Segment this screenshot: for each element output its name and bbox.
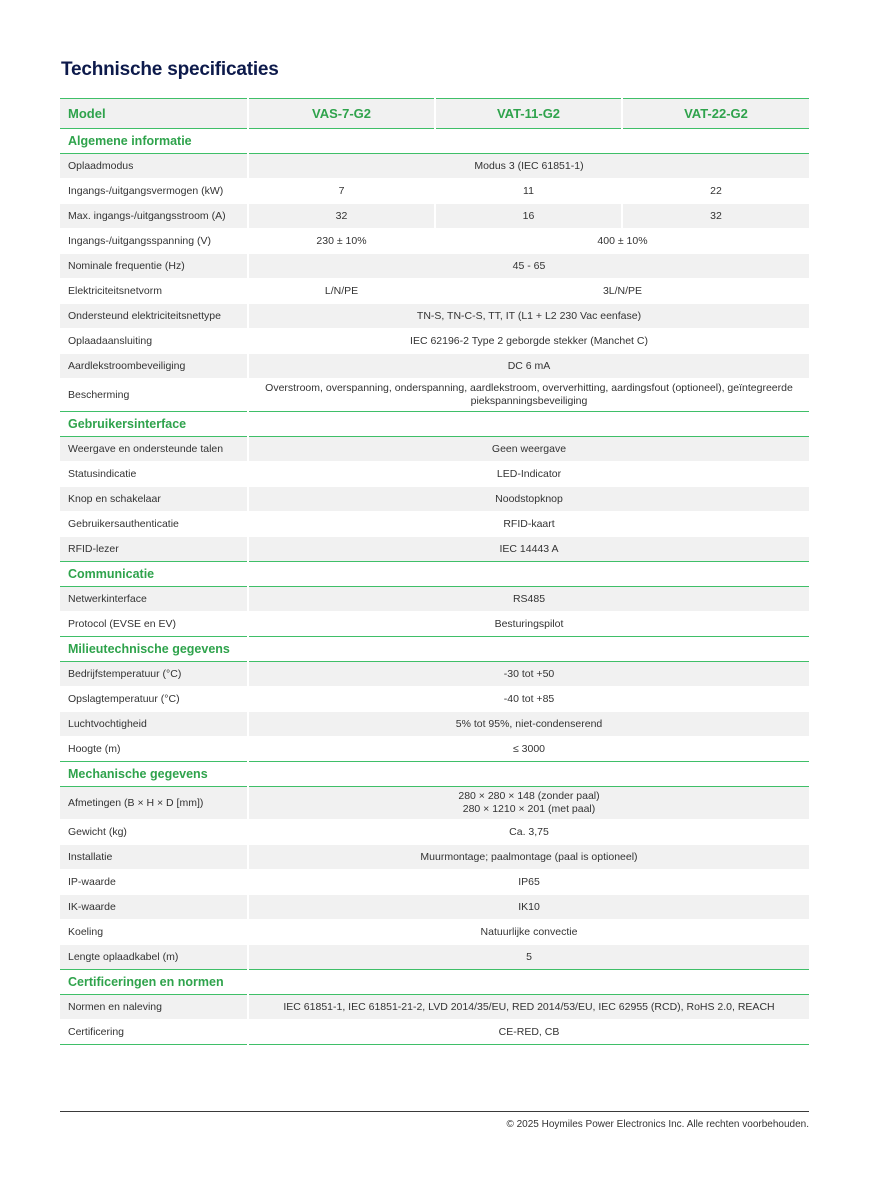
table-row [60,254,809,279]
row-label: Opslagtemperatuur (°C) [60,687,248,712]
row-label: Elektriciteitsnetvorm [60,279,248,304]
row-value: IP65 [248,870,809,895]
table-row [60,820,809,845]
row-label: Koeling [60,920,248,945]
row-label: Netwerkinterface [60,587,248,612]
row-value: Ca. 3,75 [248,820,809,845]
table-row [60,712,809,737]
table-row [60,870,809,895]
section-header-row [60,970,809,995]
row-label: Afmetingen (B × H × D [mm]) [60,787,248,820]
table-row [60,354,809,379]
row-value: Modus 3 (IEC 61851-1) [248,154,809,179]
row-label: Nominale frequentie (Hz) [60,254,248,279]
section-title: Certificeringen en normen [60,970,809,995]
table-row [60,995,809,1020]
row-value: L/N/PE [248,279,435,304]
row-label: IK-waarde [60,895,248,920]
row-label: Ingangs-/uitgangsvermogen (kW) [60,179,248,204]
section-title: Mechanische gegevens [60,762,809,787]
table-row [60,945,809,970]
row-value: 7 [248,179,435,204]
row-value: 5 [248,945,809,970]
table-row [60,537,809,562]
section-title: Algemene informatie [60,129,809,154]
table-row [60,737,809,762]
row-value: IK10 [248,895,809,920]
row-label: Protocol (EVSE en EV) [60,612,248,637]
row-value: LED-Indicator [248,462,809,487]
row-label: Max. ingangs-/uitgangsstroom (A) [60,204,248,229]
row-value: 45 - 65 [248,254,809,279]
row-label: Bedrijfstemperatuur (°C) [60,662,248,687]
table-row [60,612,809,637]
row-label: Aardlekstroombeveiliging [60,354,248,379]
table-row [60,662,809,687]
table-header-row [60,99,809,129]
row-label: Normen en naleving [60,995,248,1020]
footer-copyright: © 2025 Hoymiles Power Electronics Inc. Alle rechten voorbehouden. [506,1119,809,1130]
row-value: -30 tot +50 [248,662,809,687]
row-label: Bescherming [60,379,248,412]
section-header-row [60,637,809,662]
row-label: Luchtvochtigheid [60,712,248,737]
section-header-row [60,562,809,587]
table-row [60,895,809,920]
page-title: Technische specificaties [61,59,279,80]
table-row [60,1020,809,1045]
table-row [60,179,809,204]
row-value: ≤ 3000 [248,737,809,762]
table-row [60,920,809,945]
row-label: Oplaadaansluiting [60,329,248,354]
row-value: IEC 61851-1, IEC 61851-21-2, LVD 2014/35/EU, RED 2014/53/EU, IEC 62955 (RCD), RoHS 2.0, REACH [248,995,809,1020]
row-label: Oplaadmodus [60,154,248,179]
table-row [60,587,809,612]
section-header-row [60,129,809,154]
row-value: 5% tot 95%, niet-condenserend [248,712,809,737]
section-header-row [60,762,809,787]
row-value: 280 × 280 × 148 (zonder paal) 280 × 1210 × 201 (met paal) [248,787,809,820]
row-value: 3L/N/PE [435,279,809,304]
row-value: CE-RED, CB [248,1020,809,1045]
header-vat-22-g2: VAT-22-G2 [622,99,809,129]
row-value: Overstroom, overspanning, onderspanning, aardlekstroom, oververhitting, aardingsfout (optioneel), geïntegreerde piekspanningsbeveiliging [248,379,809,412]
row-label: Lengte oplaadkabel (m) [60,945,248,970]
row-label: Hoogte (m) [60,737,248,762]
footer-divider [60,1111,809,1112]
table-row [60,845,809,870]
row-value: IEC 14443 A [248,537,809,562]
row-value: Natuurlijke convectie [248,920,809,945]
table-row [60,229,809,254]
row-label: Ingangs-/uitgangsspanning (V) [60,229,248,254]
table-row [60,204,809,229]
table-row [60,462,809,487]
row-label: Statusindicatie [60,462,248,487]
section-title: Milieutechnische gegevens [60,637,809,662]
row-value: 11 [435,179,622,204]
section-title: Gebruikersinterface [60,412,809,437]
row-value: DC 6 mA [248,354,809,379]
table-row [60,512,809,537]
row-value: 32 [622,204,809,229]
row-value: -40 tot +85 [248,687,809,712]
row-label: Knop en schakelaar [60,487,248,512]
table-row [60,487,809,512]
header-model: Model [60,99,248,129]
row-value: 16 [435,204,622,229]
table-row [60,687,809,712]
section-title: Communicatie [60,562,809,587]
table-row [60,304,809,329]
spec-table [60,98,809,1045]
table-row [60,787,809,820]
row-label: Gebruikersauthenticatie [60,512,248,537]
row-value: 400 ± 10% [435,229,809,254]
row-label: RFID-lezer [60,537,248,562]
header-vat-11-g2: VAT-11-G2 [435,99,622,129]
row-label: Installatie [60,845,248,870]
section-header-row [60,412,809,437]
row-label: Gewicht (kg) [60,820,248,845]
row-label: IP-waarde [60,870,248,895]
row-value: 230 ± 10% [248,229,435,254]
spec-table-body [60,129,809,1045]
row-value: Muurmontage; paalmontage (paal is optioneel) [248,845,809,870]
row-value: RFID-kaart [248,512,809,537]
row-value: IEC 62196-2 Type 2 geborgde stekker (Manchet C) [248,329,809,354]
table-row [60,329,809,354]
table-row [60,379,809,412]
row-label: Certificering [60,1020,248,1045]
row-value: TN-S, TN-C-S, TT, IT (L1 + L2 230 Vac eenfase) [248,304,809,329]
row-value: 22 [622,179,809,204]
table-row [60,279,809,304]
table-row [60,437,809,462]
row-value: RS485 [248,587,809,612]
row-label: Ondersteund elektriciteitsnettype [60,304,248,329]
row-value: Besturingspilot [248,612,809,637]
table-row [60,154,809,179]
row-label: Weergave en ondersteunde talen [60,437,248,462]
row-value: Noodstopknop [248,487,809,512]
row-value: Geen weergave [248,437,809,462]
header-vas-7-g2: VAS-7-G2 [248,99,435,129]
row-value: 32 [248,204,435,229]
